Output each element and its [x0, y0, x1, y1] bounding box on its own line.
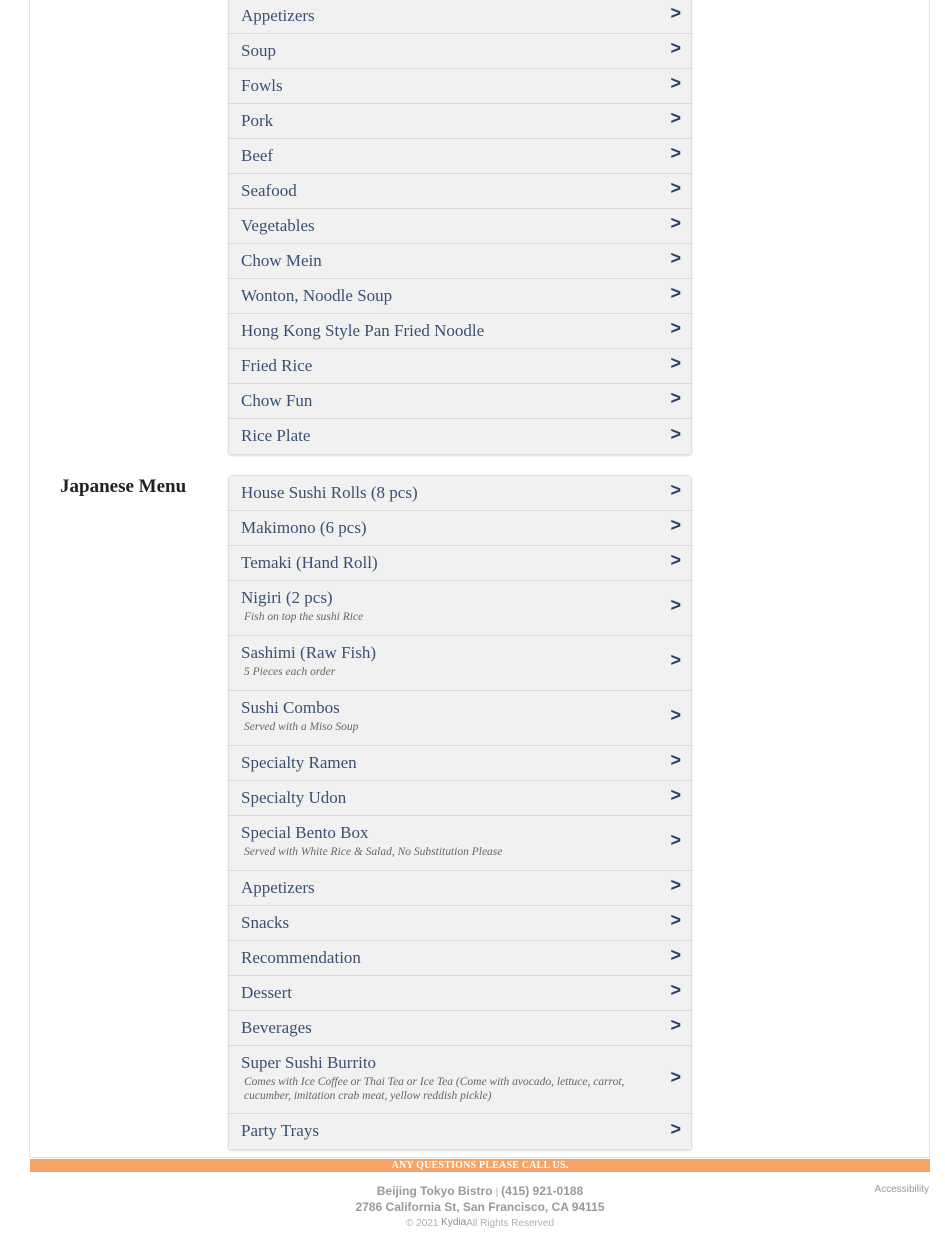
menu-item-name: Appetizers — [241, 6, 315, 25]
menu-item-description: Served with White Rice & Salad, No Substitution Please — [244, 846, 503, 858]
menu-item-name: Specialty Ramen — [241, 753, 357, 772]
chevron-right-icon: > — [670, 910, 681, 930]
chevron-right-icon: > — [670, 650, 681, 670]
menu-item-name: Nigiri (2 pcs) — [241, 588, 333, 607]
menu-item[interactable] — [229, 419, 691, 454]
chevron-right-icon: > — [670, 213, 681, 233]
chevron-right-icon: > — [670, 1066, 681, 1087]
menu-item[interactable] — [229, 69, 691, 104]
menu-item-name: Hong Kong Style Pan Fried Noodle — [241, 321, 485, 340]
menu-item[interactable] — [229, 691, 691, 746]
call-us-bar: ANY QUESTIONS PLEASE CALL US. — [30, 1159, 930, 1172]
menu-item-name: Vegetables — [241, 216, 315, 235]
copyright-text: © 2021 — [405, 1218, 439, 1229]
menu-item[interactable] — [229, 34, 691, 69]
menu-item[interactable] — [229, 1114, 691, 1149]
menu-item-name: Super Sushi Burrito — [241, 1053, 377, 1072]
menu-item[interactable] — [229, 139, 691, 174]
menu-item-name: Sushi Combos — [241, 698, 340, 717]
menu-item[interactable] — [229, 0, 691, 34]
menu-item-name: Rice Plate — [241, 426, 311, 445]
chevron-right-icon: > — [670, 750, 681, 770]
chevron-right-icon: > — [670, 423, 681, 444]
japanese-menu-list — [228, 475, 692, 1150]
chevron-right-icon: > — [670, 945, 681, 965]
menu-item[interactable] — [229, 746, 691, 781]
menu-item[interactable] — [229, 314, 691, 349]
menu-item-name: Beef — [241, 146, 274, 165]
menu-item[interactable] — [229, 941, 691, 976]
menu-item[interactable] — [229, 1046, 691, 1114]
chevron-right-icon: > — [670, 480, 681, 500]
chevron-right-icon: > — [670, 108, 681, 128]
menu-item-name: Specialty Udon — [241, 788, 347, 807]
footer-copyright — [30, 1216, 930, 1231]
menu-item-name: Seafood — [241, 181, 297, 200]
chevron-right-icon: > — [670, 388, 681, 408]
menu-item-name: Beverages — [241, 1018, 312, 1037]
chevron-right-icon: > — [670, 515, 681, 535]
menu-item[interactable] — [229, 244, 691, 279]
menu-item-name: Chow Mein — [241, 251, 322, 270]
rights-text: All Rights Reserved — [466, 1218, 554, 1229]
menu-item-name: Recommendation — [241, 948, 361, 967]
japanese-menu-title: Japanese Menu — [60, 476, 187, 497]
menu-item-name: Special Bento Box — [241, 823, 369, 842]
chevron-right-icon: > — [670, 283, 681, 303]
chevron-right-icon: > — [670, 875, 681, 895]
chevron-right-icon: > — [670, 178, 681, 198]
footer-separator: | — [495, 1187, 499, 1198]
menu-item-name: Fried Rice — [241, 356, 313, 375]
chevron-right-icon: > — [670, 830, 681, 850]
menu-item[interactable] — [229, 209, 691, 244]
menu-item[interactable] — [229, 1011, 691, 1046]
menu-item-name: Sashimi (Raw Fish) — [241, 643, 377, 662]
footer-contact — [30, 1184, 930, 1200]
menu-item-name: Fowls — [241, 76, 283, 95]
chevron-right-icon: > — [670, 73, 681, 93]
chevron-right-icon: > — [670, 318, 681, 338]
menu-item[interactable] — [229, 636, 691, 691]
menu-item[interactable] — [229, 279, 691, 314]
chevron-right-icon: > — [670, 550, 681, 570]
chevron-right-icon: > — [670, 1118, 681, 1139]
chevron-right-icon: > — [670, 38, 681, 58]
menu-item-name: Makimono (6 pcs) — [241, 518, 367, 537]
menu-item[interactable] — [229, 781, 691, 816]
menu-item[interactable] — [229, 384, 691, 419]
footer-address[interactable]: 2786 California St, San Francisco, CA 94115 — [355, 1200, 605, 1214]
menu-item-name: House Sushi Rolls (8 pcs) — [241, 483, 418, 502]
menu-item-name: Snacks — [241, 913, 290, 932]
kydia-link[interactable]: Kydia — [441, 1217, 467, 1228]
chevron-right-icon: > — [670, 353, 681, 373]
menu-item[interactable] — [229, 816, 691, 871]
menu-item[interactable] — [229, 546, 691, 581]
chevron-right-icon: > — [670, 595, 681, 615]
chevron-right-icon: > — [670, 1015, 681, 1035]
menu-item[interactable] — [229, 581, 691, 636]
menu-item[interactable] — [229, 871, 691, 906]
menu-item-name: Soup — [241, 41, 276, 60]
menu-item-name: Party Trays — [241, 1121, 319, 1140]
menu-item-name: Dessert — [241, 983, 292, 1002]
chinese-menu-list — [228, 0, 692, 455]
chevron-right-icon: > — [670, 980, 681, 1000]
footer — [30, 1184, 930, 1231]
menu-item[interactable] — [229, 976, 691, 1011]
menu-item[interactable] — [229, 104, 691, 139]
chevron-right-icon: > — [670, 705, 681, 725]
menu-item-name: Chow Fun — [241, 391, 313, 410]
chevron-right-icon: > — [670, 3, 681, 23]
menu-item-description: Fish on top the sushi Rice — [244, 611, 364, 623]
menu-item-name: Temaki (Hand Roll) — [241, 553, 378, 572]
business-name[interactable]: Beijing Tokyo Bistro — [376, 1184, 493, 1198]
menu-item-description: 5 Pieces each order — [244, 666, 336, 678]
menu-item-name: Appetizers — [241, 878, 315, 897]
chevron-right-icon: > — [670, 785, 681, 805]
menu-item-description: Served with a Miso Soup — [244, 721, 359, 733]
menu-item[interactable] — [229, 476, 691, 511]
menu-item-description: Comes with Ice Coffee or Thai Tea or Ice Tea (Come with avocado, lettuce, carrot, cucumber, imitation crab meat, yellow reddish pickle) — [244, 1076, 625, 1102]
phone-link[interactable]: (415) 921-0188 — [501, 1184, 584, 1198]
menu-item[interactable] — [229, 906, 691, 941]
menu-item[interactable] — [229, 511, 691, 546]
chevron-right-icon: > — [670, 248, 681, 268]
menu-item-name: Pork — [241, 111, 274, 130]
accessibility-link[interactable]: Accessibility — [874, 1184, 929, 1195]
chevron-right-icon: > — [670, 143, 681, 163]
menu-item[interactable] — [229, 174, 691, 209]
menu-item-name: Wonton, Noodle Soup — [241, 286, 393, 305]
menu-item[interactable] — [229, 349, 691, 384]
